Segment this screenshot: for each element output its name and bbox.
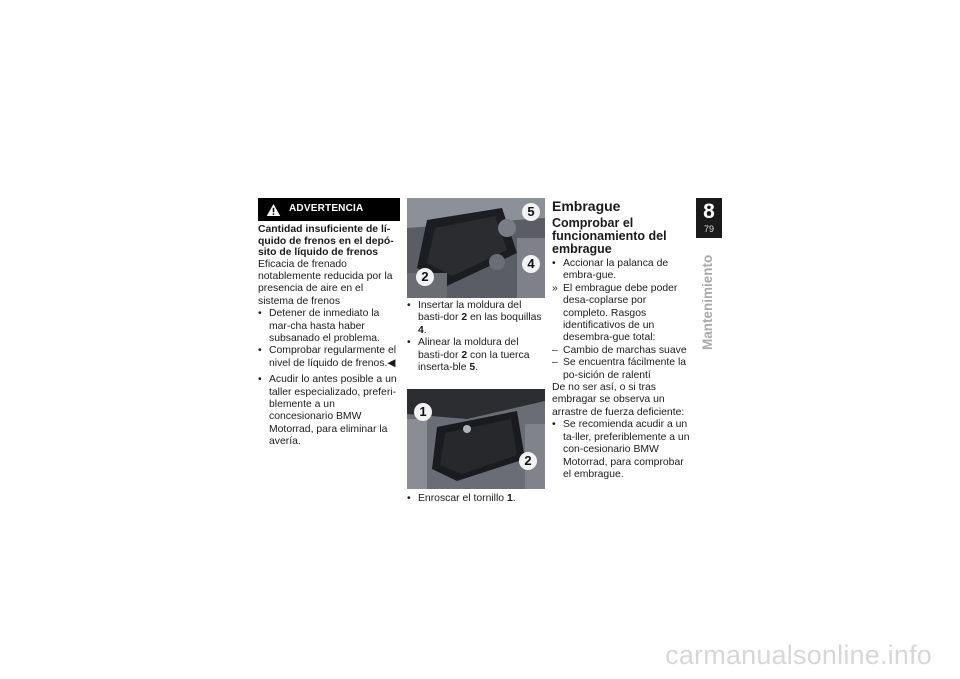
list-item: • Enroscar el tornillo 1. <box>407 493 545 505</box>
result-item: » El embrague debe poder desa-coplarse por completo. Rasgos identificativos de un desembra-gue total: <box>552 283 692 345</box>
callout-label: 2 <box>416 268 434 286</box>
list-item: • Alinear la moldura del basti-dor 2 con la tuerca inserta-ble 5. <box>407 337 545 374</box>
warning-title: Cantidad insuficiente de lí-quido de frenos en el depó-sito de líquido de frenos <box>258 224 394 258</box>
watermark: carmanualsonline.info <box>665 640 932 670</box>
list-item: • Insertar la moldura del basti-dor 2 en las boquillas 4. <box>407 300 545 337</box>
chapter-tab <box>696 198 722 238</box>
warning-banner <box>258 198 400 221</box>
list-item: • Comprobar regularmente el nivel de líquido de frenos.◀ <box>258 345 400 370</box>
chapter-number: 8 <box>703 200 715 223</box>
list-item: • Se recomienda acudir a un ta-ller, preferiblemente a un con-cesionario BMW Motorrad, para comprobar el embrague. <box>552 419 692 481</box>
warning-text: Eficacia de frenado notablemente reducida por la presencia de aire en el sistema de frenos <box>258 258 393 307</box>
section-heading: Embrague <box>552 198 621 214</box>
callout-label: 5 <box>522 203 540 221</box>
steps-column <box>407 198 545 506</box>
warning-column <box>258 198 400 449</box>
subsection-heading: Comprobar el funcionamiento del embrague <box>552 216 667 256</box>
list-item: • Detener de inmediato la mar-cha hasta haber subsanado el problema. <box>258 308 400 345</box>
callout-label: 2 <box>519 452 537 470</box>
callout-label: 4 <box>522 255 540 273</box>
clutch-column <box>552 198 692 481</box>
warning-label: ADVERTENCIA <box>289 203 364 215</box>
dash-item: – Cambio de marchas suave <box>552 345 692 357</box>
list-item: • Acudir lo antes posible a un taller especializado, preferi-blemente a un concesionario BMW Motorrad, para eliminar la avería. <box>258 374 400 448</box>
frame-trim-photo-2 <box>407 389 545 489</box>
warning-triangle-icon <box>266 203 281 217</box>
callout-label: 1 <box>414 403 432 421</box>
list-item: • Accionar la palanca de embra-gue. <box>552 258 692 283</box>
section-title-vertical: Mantenimiento <box>700 254 715 350</box>
paragraph: De no ser así, o si tras embragar se observa un arrastre de fuerza deficiente: <box>552 382 685 418</box>
page-number: 79 <box>703 224 714 234</box>
frame-trim-photo-1 <box>407 198 545 298</box>
dash-item: – Se encuentra fácilmente la po-sición de ralentí <box>552 357 692 382</box>
